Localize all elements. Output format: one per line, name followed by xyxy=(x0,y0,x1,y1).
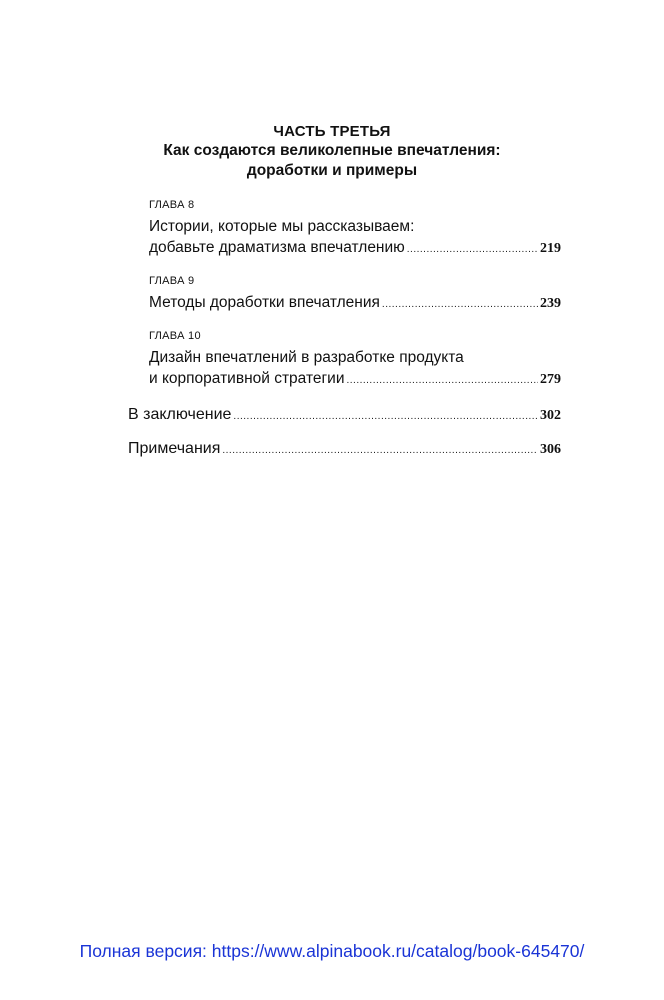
chapter-title-line xyxy=(149,368,561,391)
dot-leader xyxy=(407,239,538,260)
chapter-title-line xyxy=(149,237,561,260)
full-version-link[interactable]: Полная версия: https://www.alpinabook.ru/catalog/book-645470/ xyxy=(79,941,585,961)
chapter-title: Истории, которые мы рассказываем: xyxy=(149,218,415,235)
toc-entry-chapter-9[interactable] xyxy=(149,274,561,315)
entry-title: В заключение xyxy=(128,406,232,423)
part-label: ЧАСТЬ ТРЕТЬЯ xyxy=(273,123,391,140)
page-number: 239 xyxy=(540,296,561,311)
chapter-title: Дизайн впечатлений в разработке продукта xyxy=(149,349,464,366)
toc-entry-conclusion[interactable] xyxy=(128,404,561,428)
dot-leader xyxy=(233,406,538,428)
toc-entry-chapter-8[interactable] xyxy=(149,198,561,260)
chapter-title-line xyxy=(149,347,561,368)
toc-entry-chapter-10[interactable] xyxy=(149,329,561,391)
back-matter-list xyxy=(128,404,561,472)
chapter-label: ГЛАВА 10 xyxy=(149,330,201,342)
entry-title: Примечания xyxy=(128,440,221,457)
chapter-title-line xyxy=(149,216,561,237)
part-title-line-2: доработки и примеры xyxy=(246,162,418,179)
chapter-label: ГЛАВА 8 xyxy=(149,199,195,211)
chapter-label: ГЛАВА 9 xyxy=(149,275,195,287)
part-header xyxy=(0,122,664,181)
page-number: 302 xyxy=(540,408,561,423)
page-number: 219 xyxy=(540,241,561,256)
chapter-title: и корпоративной стратегии xyxy=(149,370,345,387)
dot-leader xyxy=(382,294,538,315)
chapter-title-line xyxy=(149,292,561,315)
chapter-title: добавьте драматизма впечатлению xyxy=(149,239,405,256)
chapter-list xyxy=(149,198,561,405)
page-number: 306 xyxy=(540,442,561,457)
chapter-title: Методы доработки впечатления xyxy=(149,294,380,311)
toc-entry-notes[interactable] xyxy=(128,438,561,462)
part-title-line-1: Как создаются великолепные впечатления: xyxy=(163,142,501,159)
page-number: 279 xyxy=(540,372,561,387)
dot-leader xyxy=(346,370,538,391)
dot-leader xyxy=(222,440,538,462)
